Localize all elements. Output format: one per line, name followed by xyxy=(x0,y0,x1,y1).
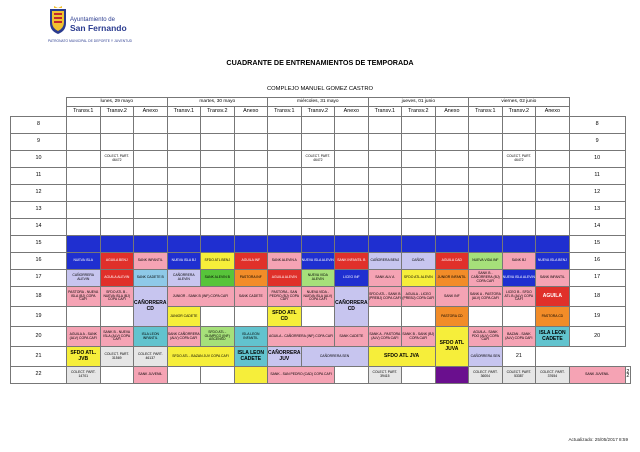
training-slot: SANK ALEVIN A xyxy=(268,253,302,270)
empty-slot xyxy=(67,151,101,168)
field-header: Transv.2 xyxy=(201,107,235,117)
empty-slot xyxy=(201,151,235,168)
empty-slot xyxy=(335,236,369,253)
empty-slot xyxy=(469,307,503,327)
empty-slot xyxy=(100,117,134,134)
hour-label: 12 xyxy=(11,185,67,202)
empty-slot xyxy=(536,117,570,134)
page-subtitle: COMPLEJO MANUEL GOMEZ CASTRO xyxy=(266,86,374,92)
empty-slot xyxy=(234,151,268,168)
hour-row xyxy=(11,134,631,151)
hour-row xyxy=(11,219,631,236)
training-slot: SANK CADETE xyxy=(335,327,369,347)
hour-label-right: 11 xyxy=(569,168,625,185)
empty-slot xyxy=(536,168,570,185)
training-slot: CAÑORRERA ALEVIN xyxy=(167,270,201,287)
empty-slot xyxy=(201,117,235,134)
empty-slot xyxy=(335,117,369,134)
empty-slot xyxy=(201,185,235,202)
empty-slot xyxy=(67,202,101,219)
empty-slot xyxy=(368,151,402,168)
training-slot: SANK ALEVIN B xyxy=(201,270,235,287)
empty-slot xyxy=(234,202,268,219)
hour-label: 9 xyxy=(11,134,67,151)
empty-slot xyxy=(234,117,268,134)
training-slot: JUNIOR CADETE xyxy=(167,307,201,327)
hour-row xyxy=(11,117,631,134)
training-slot: CAÑORRERA ALEVIN xyxy=(67,270,101,287)
empty-slot xyxy=(469,185,503,202)
empty-slot xyxy=(435,202,469,219)
hour-label-right: 10 xyxy=(569,151,625,168)
empty-slot xyxy=(100,185,134,202)
field-header: Transv.1 xyxy=(67,107,101,117)
field-header: Transv.2 xyxy=(502,107,536,117)
hour-row xyxy=(11,185,631,202)
empty-slot xyxy=(201,168,235,185)
hour-label: 17 xyxy=(11,270,67,287)
empty-slot xyxy=(167,367,201,384)
empty-slot xyxy=(201,219,235,236)
training-slot: CAÑORERA BENJ xyxy=(368,253,402,270)
hour-row xyxy=(11,347,631,367)
empty-slot xyxy=(201,307,235,327)
empty-slot xyxy=(268,219,302,236)
training-slot: ISLA LEON CADETE xyxy=(234,347,268,367)
empty-slot xyxy=(167,219,201,236)
training-slot: SANK B - SANK (BJ) COPA CAFI xyxy=(402,327,436,347)
training-slot: PASTORA INF xyxy=(234,270,268,287)
training-slot: AGUILA CAD xyxy=(435,253,469,270)
training-slot: LICEO INF xyxy=(335,270,369,287)
training-slot: JUNIOR - SANK B (INF) COPA CAFI xyxy=(167,287,234,307)
hour-label-right: 17 xyxy=(569,270,625,287)
training-slot: ISLA LEON INFANTIL xyxy=(234,327,268,347)
empty-slot xyxy=(134,168,168,185)
empty-slot xyxy=(201,134,235,151)
empty-slot xyxy=(100,367,134,384)
hour-label: 16 xyxy=(11,253,67,270)
hour-label: 10 xyxy=(11,151,67,168)
training-slot: SFDO ATL - OLIMPICO (INF) ASCENSO xyxy=(201,327,235,347)
hour-label-right: 22 xyxy=(625,367,630,384)
training-slot: PASTORA CD xyxy=(435,307,469,327)
training-slot: CAÑORRERA SEN xyxy=(469,347,503,367)
hour-label: 8 xyxy=(11,117,67,134)
training-slot: SANK ALV A xyxy=(368,270,402,287)
empty-slot xyxy=(536,236,570,253)
empty-slot xyxy=(301,202,335,219)
training-slot: PASTORA CD xyxy=(536,307,570,327)
empty-slot xyxy=(100,307,134,327)
schedule-table xyxy=(10,97,631,384)
training-slot: BAZAN - SANK (ALV) COPA CAFI xyxy=(502,327,536,347)
training-slot: CAÑOR. xyxy=(402,253,436,270)
training-slot: SFDO ATL B - NUEVA ISLA (BJ) COPA CAFI xyxy=(100,287,134,307)
empty-slot xyxy=(234,168,268,185)
training-slot: AGUILA - SANK PDO (ALV) COPA CAFI xyxy=(469,327,503,347)
empty-slot xyxy=(469,168,503,185)
empty-slot xyxy=(301,236,335,253)
training-slot: SANK INFANTIL xyxy=(536,270,570,287)
empty-slot xyxy=(167,117,201,134)
training-slot: CAÑORRERA CD xyxy=(134,287,168,327)
empty-slot xyxy=(368,236,402,253)
empty-slot xyxy=(402,367,436,384)
empty-slot xyxy=(502,236,536,253)
page-title: CUADRANTE DE ENTRENAMIENTOS DE TEMPORADA xyxy=(226,58,414,67)
empty-slot xyxy=(368,202,402,219)
hour-row xyxy=(11,236,631,253)
empty-slot xyxy=(402,168,436,185)
empty-slot xyxy=(134,151,168,168)
training-slot: ISLA LEON CADETE xyxy=(536,327,570,347)
empty-slot xyxy=(134,134,168,151)
empty-slot xyxy=(268,117,302,134)
training-slot: COLECT. PART. 36004 xyxy=(469,367,503,384)
empty-slot xyxy=(536,202,570,219)
empty-slot xyxy=(435,185,469,202)
empty-slot xyxy=(268,202,302,219)
training-slot: SANK CAÑORRERA (ALV) COPA CAFI xyxy=(167,327,201,347)
hour-label: 20 xyxy=(11,327,67,347)
corner-cell xyxy=(11,98,67,107)
training-slot: ISLA LEON INFANTIL xyxy=(134,327,168,347)
empty-slot xyxy=(502,168,536,185)
hour-label: 11 xyxy=(11,168,67,185)
training-slot: PASTORA - NUEVA ISLA (BJ) COPA CAFI xyxy=(67,287,101,307)
hour-label-right: 19 xyxy=(569,307,625,327)
empty-slot xyxy=(134,117,168,134)
empty-slot xyxy=(268,151,302,168)
empty-slot xyxy=(234,307,268,327)
training-slot: SANK INFANTIL xyxy=(134,253,168,270)
training-slot: COLECT. PART. 53387 xyxy=(502,367,536,384)
hour-label-right: 20 xyxy=(569,327,625,347)
training-slot: SFDO ATL ALEVIN xyxy=(402,270,436,287)
empty-slot xyxy=(301,168,335,185)
empty-slot xyxy=(335,219,369,236)
empty-slot xyxy=(435,168,469,185)
empty-slot xyxy=(368,185,402,202)
empty-slot xyxy=(134,219,168,236)
hour-row xyxy=(11,151,631,168)
empty-slot xyxy=(167,185,201,202)
empty-slot xyxy=(335,134,369,151)
field-header: Transv.1 xyxy=(469,107,503,117)
training-slot: SANK B - CAÑORRERA (BJ) COPA CAFI xyxy=(469,270,503,287)
training-slot: SFDO ATL JVA xyxy=(368,347,435,367)
empty-slot xyxy=(402,202,436,219)
empty-slot xyxy=(134,185,168,202)
empty-slot xyxy=(402,134,436,151)
training-slot: SANK JUVENIL xyxy=(569,367,625,384)
training-slot: AGUILA - CAÑORRERA (INF) COPA CAFI xyxy=(268,327,335,347)
training-slot: SANK CADETE B xyxy=(134,270,168,287)
hour-label-right: 12 xyxy=(569,185,625,202)
empty-slot xyxy=(368,307,402,327)
logo-line1: Ayuntamiento de xyxy=(70,17,115,23)
training-slot: NUEVA ISLA xyxy=(67,253,101,270)
training-slot: COLECT. PART. 31569 xyxy=(100,347,134,367)
empty-slot xyxy=(67,134,101,151)
hour-label-right: 13 xyxy=(569,202,625,219)
empty-slot xyxy=(502,307,536,327)
empty-slot xyxy=(435,219,469,236)
hour-label: 14 xyxy=(11,219,67,236)
empty-slot xyxy=(368,168,402,185)
field-header-row xyxy=(11,107,631,117)
field-header: Transv.1 xyxy=(167,107,201,117)
empty-slot xyxy=(100,219,134,236)
hour-row xyxy=(11,168,631,185)
logo xyxy=(48,5,158,45)
training-slot: SFDO ATL CD xyxy=(268,307,302,327)
empty-slot xyxy=(67,168,101,185)
corner-cell xyxy=(11,107,67,117)
empty-slot xyxy=(100,134,134,151)
training-slot: COLECT. PART. 46472 xyxy=(100,151,134,168)
training-slot: NUEVA ISLA BENJ xyxy=(536,253,570,270)
empty-slot xyxy=(268,185,302,202)
training-slot: SANK INF xyxy=(435,287,469,307)
field-header: Anexo xyxy=(335,107,369,117)
empty-slot xyxy=(301,307,335,327)
empty-slot xyxy=(301,219,335,236)
empty-slot xyxy=(502,219,536,236)
empty-slot xyxy=(67,236,101,253)
hour-row xyxy=(11,202,631,219)
field-header: Transv.2 xyxy=(301,107,335,117)
hour-label-right: 9 xyxy=(569,134,625,151)
hour-label: 15 xyxy=(11,236,67,253)
empty-slot xyxy=(469,236,503,253)
day-header: martes, 30 mayo xyxy=(167,98,268,107)
empty-slot xyxy=(234,236,268,253)
field-header: Transv.1 xyxy=(268,107,302,117)
empty-slot xyxy=(67,307,101,327)
empty-slot xyxy=(167,202,201,219)
hour-label: 22 xyxy=(11,367,67,384)
day-header: lunes, 29 mayo xyxy=(67,98,168,107)
empty-slot xyxy=(368,219,402,236)
empty-slot xyxy=(536,219,570,236)
hour-row xyxy=(11,270,631,287)
empty-slot xyxy=(234,219,268,236)
empty-slot xyxy=(234,185,268,202)
empty-slot xyxy=(435,236,469,253)
empty-slot xyxy=(234,367,268,384)
empty-slot xyxy=(335,168,369,185)
empty-slot xyxy=(301,185,335,202)
empty-slot xyxy=(502,202,536,219)
empty-slot xyxy=(67,117,101,134)
empty-slot xyxy=(368,134,402,151)
training-slot: AGUILA ALEVIN xyxy=(268,270,302,287)
empty-slot xyxy=(435,134,469,151)
training-slot: AGUILA INF xyxy=(234,253,268,270)
empty-slot xyxy=(301,134,335,151)
training-slot: LICEO B - SFDO ATL B (ALV) COPA CAFI xyxy=(502,287,536,307)
empty-slot xyxy=(536,151,570,168)
training-slot: SANK CADETE xyxy=(234,287,268,307)
empty-slot xyxy=(402,236,436,253)
field-header: Transv.1 xyxy=(368,107,402,117)
empty-slot xyxy=(335,202,369,219)
training-slot: SANK A - PASTORA (ALV) COPA CAFI xyxy=(469,287,503,307)
empty-slot xyxy=(134,236,168,253)
empty-slot xyxy=(100,236,134,253)
hour-label: 13 xyxy=(11,202,67,219)
empty-slot xyxy=(402,307,436,327)
day-header: miércoles, 31 mayo xyxy=(268,98,369,107)
hour-row xyxy=(11,307,631,327)
training-slot: SFDO ATL. JVB xyxy=(67,347,101,367)
empty-slot xyxy=(469,202,503,219)
empty-slot xyxy=(301,117,335,134)
training-slot: SFDO ATL JUVA xyxy=(435,327,469,367)
empty-slot xyxy=(402,117,436,134)
logo-line3: PATRONATO MUNICIPAL DE DEPORTE Y JUVENTUD xyxy=(48,39,133,43)
training-slot: NUEVA VIDA INF xyxy=(469,253,503,270)
training-slot: CAÑORRERA CD xyxy=(335,287,369,327)
day-header: jueves, 01 junio xyxy=(368,98,469,107)
empty-slot xyxy=(536,185,570,202)
training-slot: AGUILA BENJ xyxy=(100,253,134,270)
field-header: Anexo xyxy=(134,107,168,117)
training-slot: AGUILA ALEVIN xyxy=(100,270,134,287)
day-header-row xyxy=(11,98,631,107)
empty-slot xyxy=(502,134,536,151)
hour-label-right: 16 xyxy=(569,253,625,270)
training-slot: SFDO ATL - SANK B (PREBJ) COPA CAFI xyxy=(368,287,402,307)
field-header: Anexo xyxy=(435,107,469,117)
empty-slot xyxy=(167,151,201,168)
hour-row xyxy=(11,327,631,347)
empty-slot xyxy=(167,168,201,185)
empty-slot xyxy=(335,185,369,202)
empty-slot xyxy=(502,185,536,202)
training-slot: JUNIOR INFANTIL xyxy=(435,270,469,287)
empty-slot xyxy=(435,151,469,168)
training-slot: CAÑORRERA JUV xyxy=(268,347,302,367)
corner-cell xyxy=(569,107,625,117)
empty-slot xyxy=(100,202,134,219)
training-slot: COLECT. PART. 14701 xyxy=(67,367,101,384)
empty-slot xyxy=(402,185,436,202)
training-slot: NUEVA VIDA ALEVIN xyxy=(301,270,335,287)
hour-row xyxy=(11,367,631,384)
training-slot: AGUILA - LICEO (PREBJ) COPA CAFI xyxy=(402,287,436,307)
hour-row xyxy=(11,253,631,270)
empty-slot xyxy=(268,168,302,185)
training-slot: PASTORA - SAN PEDRO (BJ) COPA CAFI xyxy=(268,287,302,307)
empty-slot xyxy=(67,185,101,202)
training-slot: SANK A - PASTORA (ALV) COPA CAFI xyxy=(368,327,402,347)
hour-label-right: 18 xyxy=(569,287,625,307)
field-header: Transv.2 xyxy=(402,107,436,117)
empty-slot xyxy=(67,219,101,236)
training-slot: COLECT. PART. 46472 xyxy=(301,151,335,168)
empty-slot xyxy=(335,367,369,384)
empty-slot xyxy=(435,367,469,384)
empty-slot xyxy=(469,117,503,134)
training-slot: COLECT. PART. 39415 xyxy=(368,367,402,384)
training-slot: SANK B - NUEVA ISLA (ALV) COPA CAFI xyxy=(100,327,134,347)
hour-label-right: 21 xyxy=(502,347,536,367)
empty-slot xyxy=(469,219,503,236)
empty-slot xyxy=(167,236,201,253)
day-header: viernes, 02 junio xyxy=(469,98,570,107)
hour-label-right: 14 xyxy=(569,219,625,236)
training-slot: COLECT. PART. 37654 xyxy=(536,367,570,384)
empty-slot xyxy=(100,168,134,185)
empty-slot xyxy=(469,134,503,151)
crest-icon xyxy=(48,5,68,35)
empty-slot xyxy=(402,151,436,168)
empty-slot xyxy=(469,151,503,168)
hour-label: 21 xyxy=(11,347,67,367)
hour-label-right: 15 xyxy=(569,236,625,253)
training-slot: COLECT. PART. 46137 xyxy=(134,347,168,367)
field-header: Anexo xyxy=(234,107,268,117)
empty-slot xyxy=(368,117,402,134)
empty-slot xyxy=(201,202,235,219)
hour-label: 18 xyxy=(11,287,67,307)
empty-slot xyxy=(268,236,302,253)
empty-slot xyxy=(201,367,235,384)
training-slot: AGUILA A - SANK (ALV) COPA CAFI xyxy=(67,327,101,347)
empty-slot xyxy=(536,134,570,151)
training-slot: CAÑORRERA SEN xyxy=(301,347,368,367)
training-slot: NUEVA VIDA - NUEVA ISLA (ALV) COPA CAFI xyxy=(301,287,335,307)
empty-slot xyxy=(201,236,235,253)
corner-cell xyxy=(569,98,625,107)
logo-line2: San Fernando xyxy=(70,23,127,33)
empty-slot xyxy=(335,151,369,168)
training-slot: NUEVA ISLA ALEVIN xyxy=(502,270,536,287)
updated-timestamp: Actualizado: 25/05/2017 8:59 xyxy=(568,437,628,442)
empty-slot xyxy=(402,219,436,236)
training-slot: SFDO ATL - BAZAN JUV COPA CAFI xyxy=(167,347,234,367)
training-slot: SANK INFANTIL B xyxy=(335,253,369,270)
hour-row xyxy=(11,287,631,307)
training-slot: SANK JUVENIL xyxy=(134,367,168,384)
training-slot: COLECT. PART. 46472 xyxy=(502,151,536,168)
empty-slot xyxy=(268,134,302,151)
training-slot: NUEVA ISLA ALEVIN xyxy=(301,253,335,270)
empty-slot xyxy=(134,202,168,219)
empty-slot xyxy=(502,117,536,134)
training-slot: NUEVA ISLA BJ xyxy=(167,253,201,270)
empty-slot xyxy=(234,134,268,151)
hour-label-right: 8 xyxy=(569,117,625,134)
training-slot: AGUILA xyxy=(536,287,570,307)
field-header: Anexo xyxy=(536,107,570,117)
training-slot: SANK BJ xyxy=(502,253,536,270)
empty-slot xyxy=(435,117,469,134)
hour-label: 19 xyxy=(11,307,67,327)
training-slot: SANK - SAN PEDRO (CAD) COPA CAFI xyxy=(268,367,335,384)
training-slot: SFDO ATL BENJ xyxy=(201,253,235,270)
field-header: Transv.2 xyxy=(100,107,134,117)
empty-slot xyxy=(167,134,201,151)
